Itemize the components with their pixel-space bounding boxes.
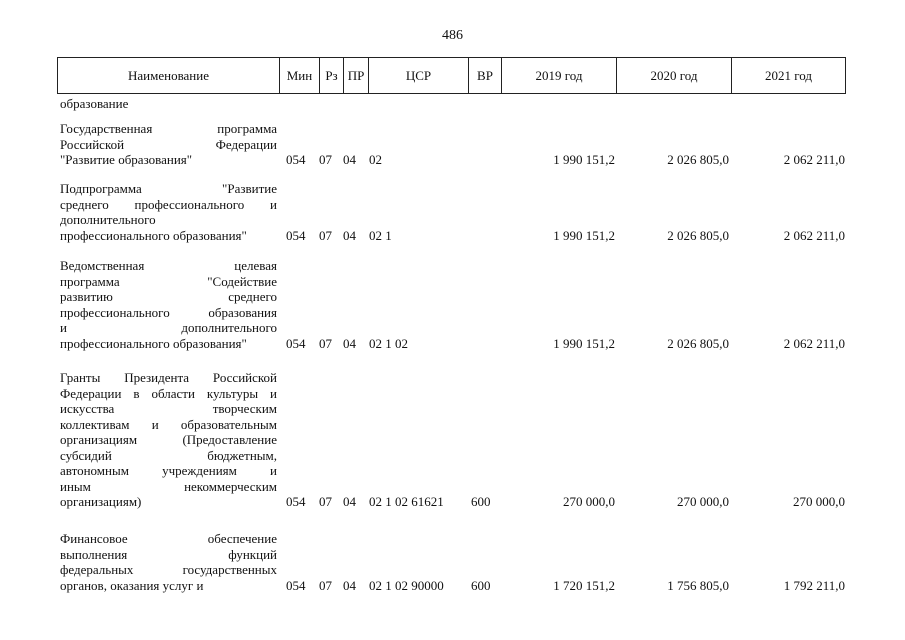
cell-min: 054 bbox=[286, 494, 306, 509]
cell-rz: 07 bbox=[319, 577, 332, 593]
cell-min: 054 bbox=[286, 335, 306, 351]
header-csr: ЦСР bbox=[368, 58, 468, 93]
cell-rz: 07 bbox=[319, 494, 332, 509]
cell-pr: 04 bbox=[343, 152, 356, 167]
header-vr: ВР bbox=[468, 58, 501, 93]
cell-y2020: 2 026 805,0 bbox=[667, 152, 729, 167]
header-2020: 2020 год bbox=[616, 58, 731, 93]
row-name-line: Государственная программа bbox=[60, 121, 277, 136]
cell-csr: 02 1 02 61621 bbox=[369, 494, 444, 509]
cell-min: 054 bbox=[286, 577, 306, 593]
row-name bbox=[60, 370, 277, 510]
cell-rz: 07 bbox=[319, 335, 332, 351]
row-name bbox=[60, 258, 277, 351]
cell-y2019: 1 720 151,2 bbox=[553, 577, 615, 593]
row-name-line: искусства творческим bbox=[60, 401, 277, 416]
row-name-line: коллективам и образовательным bbox=[60, 416, 277, 432]
row-name-line: дополнительного bbox=[60, 212, 156, 227]
row-name-line: образование bbox=[60, 96, 129, 111]
row-name-line: развитию среднего bbox=[60, 289, 277, 304]
cell-y2019: 1 990 151,2 bbox=[553, 152, 615, 167]
header-pr: ПР bbox=[343, 58, 368, 93]
cell-vr: 600 bbox=[471, 577, 491, 593]
cell-y2020: 270 000,0 bbox=[677, 494, 729, 509]
row-name-line: "Развитие образования" bbox=[60, 152, 193, 167]
row-name-line: Гранты Президента Российской bbox=[60, 370, 277, 385]
cell-csr: 02 1 bbox=[369, 227, 392, 243]
row-name-line: Подпрограмма "Развитие bbox=[60, 181, 277, 196]
cell-y2021: 2 062 211,0 bbox=[783, 335, 845, 351]
cell-y2021: 270 000,0 bbox=[793, 494, 845, 509]
row-name-line: профессионального образования" bbox=[60, 335, 247, 351]
row-name-line: выполнения функций bbox=[60, 546, 277, 562]
page-number: 486 bbox=[442, 28, 463, 43]
row-name-line: организациям (Предоставление bbox=[60, 432, 277, 447]
cell-csr: 02 bbox=[369, 152, 382, 167]
row-name-line: Российской Федерации bbox=[60, 136, 277, 152]
cell-vr: 600 bbox=[471, 494, 491, 509]
row-name-line: Федерации в области культуры и bbox=[60, 385, 277, 401]
cell-min: 054 bbox=[286, 227, 306, 243]
cell-y2021: 2 062 211,0 bbox=[783, 152, 845, 167]
row-name-line: федеральных государственных bbox=[60, 562, 277, 577]
row-name-line: автономным учреждениям и bbox=[60, 463, 277, 478]
row-name bbox=[60, 121, 277, 168]
cell-y2021: 2 062 211,0 bbox=[783, 227, 845, 243]
row-name-line: Финансовое обеспечение bbox=[60, 531, 277, 546]
header-2019: 2019 год bbox=[501, 58, 616, 93]
row-name-line: Ведомственная целевая bbox=[60, 258, 277, 273]
header-2021: 2021 год bbox=[731, 58, 845, 93]
row-name-line: профессионального образования" bbox=[60, 227, 247, 243]
cell-y2020: 2 026 805,0 bbox=[667, 335, 729, 351]
row-name-line: иным некоммерческим bbox=[60, 478, 277, 494]
table-header bbox=[57, 57, 846, 94]
cell-csr: 02 1 02 90000 bbox=[369, 577, 444, 593]
header-name: Наименование bbox=[128, 68, 209, 83]
row-name bbox=[60, 96, 277, 112]
row-name-line: органов, оказания услуг и bbox=[60, 577, 204, 593]
cell-pr: 04 bbox=[343, 577, 356, 593]
cell-y2019: 1 990 151,2 bbox=[553, 227, 615, 243]
cell-pr: 04 bbox=[343, 494, 356, 509]
cell-y2019: 1 990 151,2 bbox=[553, 335, 615, 351]
row-name-line: среднего профессионального и bbox=[60, 196, 277, 212]
header-min: Мин bbox=[279, 58, 319, 93]
header-rz: Рз bbox=[319, 58, 343, 93]
cell-y2019: 270 000,0 bbox=[563, 494, 615, 509]
cell-y2020: 2 026 805,0 bbox=[667, 227, 729, 243]
row-name-line: субсидий бюджетным, bbox=[60, 447, 277, 463]
cell-y2021: 1 792 211,0 bbox=[783, 577, 845, 593]
cell-min: 054 bbox=[286, 152, 306, 167]
cell-csr: 02 1 02 bbox=[369, 335, 408, 351]
row-name-line: профессионального образования bbox=[60, 304, 277, 320]
row-name-line: организациям) bbox=[60, 494, 142, 509]
row-name bbox=[60, 531, 277, 593]
row-name-line: и дополнительного bbox=[60, 320, 277, 335]
cell-pr: 04 bbox=[343, 335, 356, 351]
cell-y2020: 1 756 805,0 bbox=[667, 577, 729, 593]
row-name-line: программа "Содействие bbox=[60, 273, 277, 289]
cell-pr: 04 bbox=[343, 227, 356, 243]
cell-rz: 07 bbox=[319, 227, 332, 243]
cell-rz: 07 bbox=[319, 152, 332, 167]
row-name bbox=[60, 181, 277, 243]
